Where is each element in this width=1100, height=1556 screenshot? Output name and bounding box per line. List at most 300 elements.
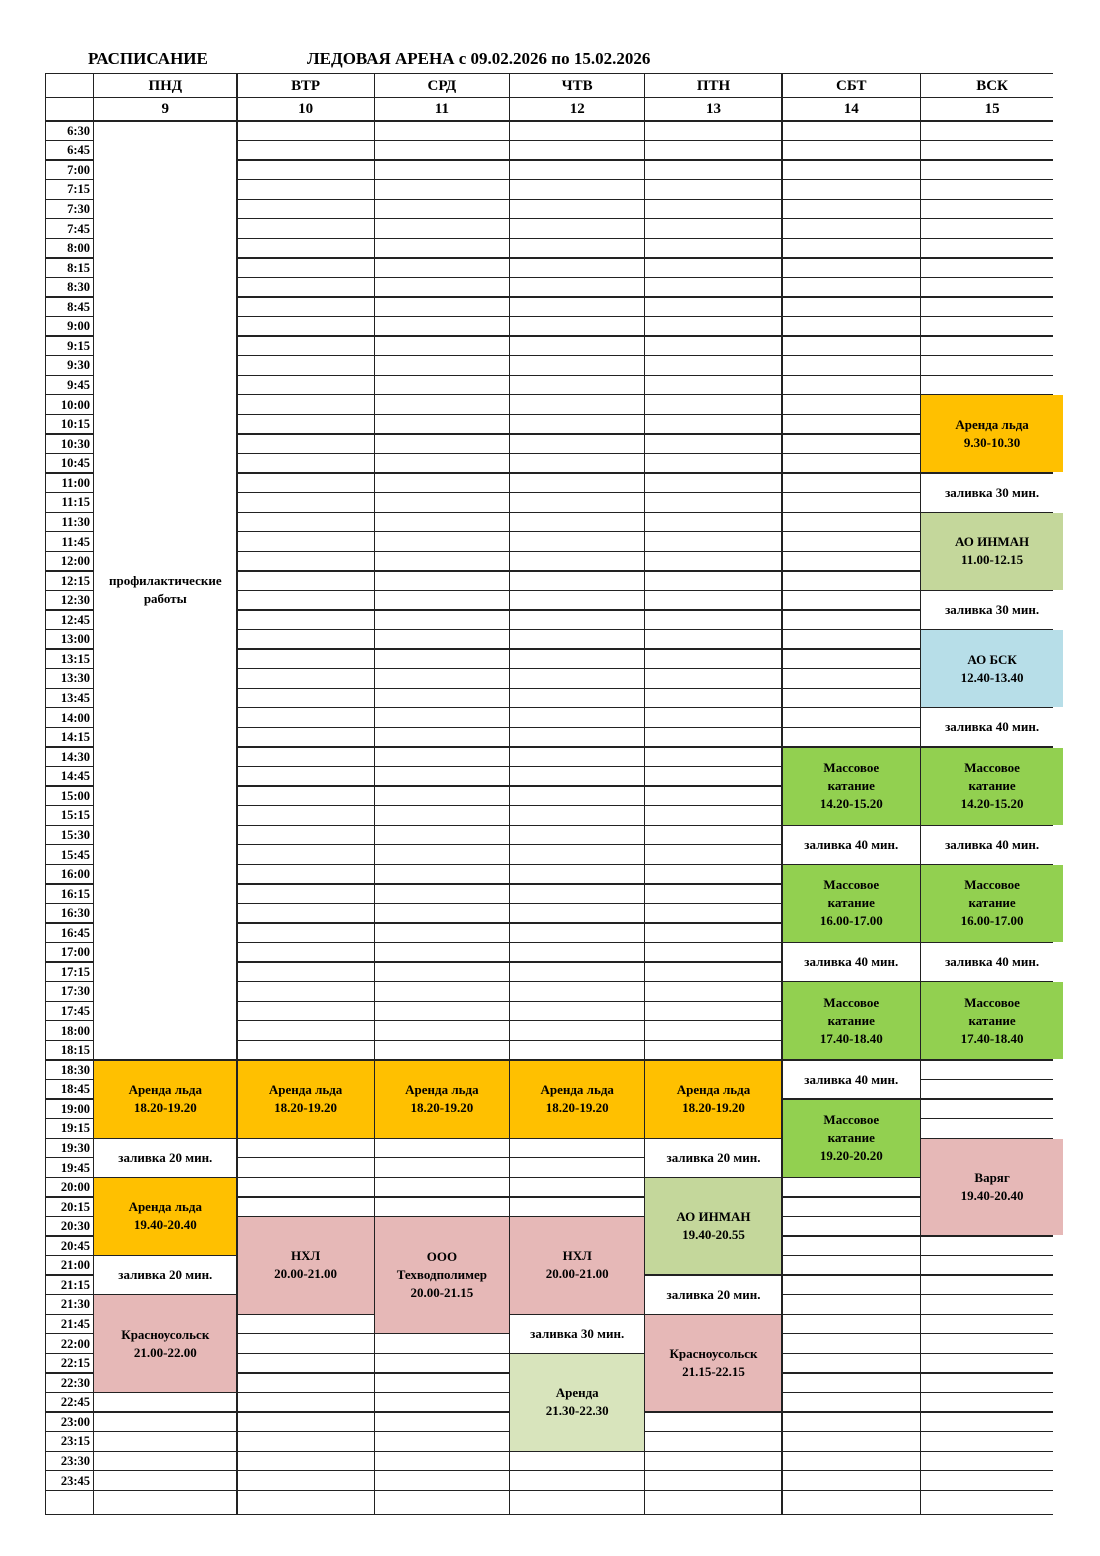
empty-slot[interactable] [375,826,509,844]
empty-slot[interactable] [783,219,920,237]
empty-slot[interactable] [783,337,920,355]
empty-slot[interactable] [783,317,920,335]
empty-slot[interactable] [783,532,920,550]
empty-slot[interactable] [375,1041,509,1059]
empty-slot[interactable] [510,767,644,785]
empty-slot[interactable] [238,532,374,550]
empty-slot[interactable] [375,1452,509,1470]
empty-slot[interactable] [783,415,920,433]
schedule-event[interactable] [783,1061,920,1099]
empty-slot[interactable] [375,493,509,511]
empty-slot[interactable] [375,454,509,472]
empty-slot[interactable] [645,1041,781,1059]
empty-slot[interactable] [645,532,781,550]
empty-slot[interactable] [783,356,920,374]
empty-slot[interactable] [375,572,509,590]
empty-slot[interactable] [94,1393,236,1411]
empty-slot[interactable] [783,454,920,472]
empty-slot[interactable] [238,963,374,981]
empty-slot[interactable] [238,708,374,726]
empty-slot[interactable] [238,689,374,707]
empty-slot[interactable] [238,219,374,237]
empty-slot[interactable] [645,200,781,218]
empty-slot[interactable] [921,219,1063,237]
empty-slot[interactable] [375,259,509,277]
empty-slot[interactable] [375,532,509,550]
empty-slot[interactable] [375,180,509,198]
empty-slot[interactable] [238,904,374,922]
empty-slot[interactable] [375,865,509,883]
empty-slot[interactable] [921,1471,1063,1489]
empty-slot[interactable] [238,1139,374,1157]
empty-slot[interactable] [238,1354,374,1372]
empty-slot[interactable] [645,161,781,179]
empty-slot[interactable] [375,669,509,687]
empty-slot[interactable] [645,845,781,863]
empty-slot[interactable] [375,317,509,335]
empty-slot[interactable] [783,122,920,140]
empty-slot[interactable] [510,1139,644,1157]
empty-slot[interactable] [375,474,509,492]
empty-slot[interactable] [510,591,644,609]
empty-slot[interactable] [921,122,1063,140]
schedule-event[interactable] [783,826,920,864]
empty-slot[interactable] [510,317,644,335]
schedule-event[interactable] [375,1061,509,1138]
empty-slot[interactable] [375,708,509,726]
empty-slot[interactable] [783,708,920,726]
schedule-event[interactable] [94,1256,236,1294]
empty-slot[interactable] [783,259,920,277]
empty-slot[interactable] [783,728,920,746]
empty-slot[interactable] [510,630,644,648]
empty-slot[interactable] [375,611,509,629]
empty-slot[interactable] [645,259,781,277]
empty-slot[interactable] [510,708,644,726]
empty-slot[interactable] [238,1374,374,1392]
empty-slot[interactable] [238,552,374,570]
empty-slot[interactable] [783,669,920,687]
empty-slot[interactable] [645,141,781,159]
empty-slot[interactable] [645,337,781,355]
empty-slot[interactable] [238,924,374,942]
empty-slot[interactable] [645,904,781,922]
empty-slot[interactable] [238,513,374,531]
empty-slot[interactable] [375,1139,509,1157]
empty-slot[interactable] [921,259,1063,277]
empty-slot[interactable] [238,239,374,257]
empty-slot[interactable] [921,1237,1063,1255]
empty-slot[interactable] [645,376,781,394]
empty-slot[interactable] [645,278,781,296]
empty-slot[interactable] [921,1315,1063,1333]
schedule-event[interactable] [645,1139,781,1177]
empty-slot[interactable] [645,180,781,198]
schedule-event[interactable] [783,748,920,825]
empty-slot[interactable] [510,180,644,198]
empty-slot[interactable] [238,669,374,687]
empty-slot[interactable] [238,865,374,883]
empty-slot[interactable] [921,1295,1063,1313]
empty-slot[interactable] [783,552,920,570]
empty-slot[interactable] [510,689,644,707]
empty-slot[interactable] [645,650,781,668]
empty-slot[interactable] [921,141,1063,159]
empty-slot[interactable] [783,1276,920,1294]
empty-slot[interactable] [510,415,644,433]
empty-slot[interactable] [375,1158,509,1176]
empty-slot[interactable] [238,1413,374,1431]
schedule-event[interactable] [783,943,920,981]
schedule-event[interactable] [921,826,1063,864]
empty-slot[interactable] [375,943,509,961]
empty-slot[interactable] [510,924,644,942]
empty-slot[interactable] [94,1452,236,1470]
empty-slot[interactable] [238,298,374,316]
empty-slot[interactable] [375,1002,509,1020]
schedule-event[interactable] [921,591,1063,629]
empty-slot[interactable] [375,1471,509,1489]
empty-slot[interactable] [783,572,920,590]
empty-slot[interactable] [783,435,920,453]
empty-slot[interactable] [238,1471,374,1489]
empty-slot[interactable] [510,474,644,492]
empty-slot[interactable] [783,1237,920,1255]
empty-slot[interactable] [783,298,920,316]
empty-slot[interactable] [510,669,644,687]
empty-slot[interactable] [645,239,781,257]
empty-slot[interactable] [510,1198,644,1216]
empty-slot[interactable] [921,1393,1063,1411]
empty-slot[interactable] [375,239,509,257]
empty-slot[interactable] [645,982,781,1000]
empty-slot[interactable] [921,1276,1063,1294]
empty-slot[interactable] [375,924,509,942]
schedule-event[interactable] [921,708,1063,746]
empty-slot[interactable] [783,161,920,179]
schedule-event[interactable] [510,1217,644,1314]
empty-slot[interactable] [375,1334,509,1352]
empty-slot[interactable] [238,122,374,140]
empty-slot[interactable] [238,630,374,648]
schedule-event[interactable] [921,865,1063,942]
empty-slot[interactable] [783,1452,920,1470]
schedule-event[interactable] [783,1100,920,1177]
empty-slot[interactable] [510,337,644,355]
empty-slot[interactable] [645,1021,781,1039]
empty-slot[interactable] [510,1158,644,1176]
empty-slot[interactable] [645,963,781,981]
empty-slot[interactable] [238,650,374,668]
empty-slot[interactable] [510,219,644,237]
empty-slot[interactable] [375,122,509,140]
empty-slot[interactable] [375,1432,509,1450]
schedule-event[interactable] [510,1354,644,1451]
schedule-event[interactable] [238,1217,374,1314]
empty-slot[interactable] [375,376,509,394]
empty-slot[interactable] [238,845,374,863]
empty-slot[interactable] [645,552,781,570]
empty-slot[interactable] [645,924,781,942]
empty-slot[interactable] [375,513,509,531]
empty-slot[interactable] [783,1295,920,1313]
empty-slot[interactable] [510,904,644,922]
empty-slot[interactable] [94,1471,236,1489]
schedule-event[interactable] [645,1061,781,1138]
empty-slot[interactable] [921,337,1063,355]
empty-slot[interactable] [238,415,374,433]
empty-slot[interactable] [921,1119,1063,1137]
empty-slot[interactable] [510,845,644,863]
empty-slot[interactable] [921,1452,1063,1470]
empty-slot[interactable] [238,278,374,296]
empty-slot[interactable] [645,787,781,805]
empty-slot[interactable] [510,650,644,668]
empty-slot[interactable] [375,1021,509,1039]
empty-slot[interactable] [375,552,509,570]
empty-slot[interactable] [510,298,644,316]
schedule-event[interactable] [783,865,920,942]
empty-slot[interactable] [510,1471,644,1489]
empty-slot[interactable] [921,200,1063,218]
empty-slot[interactable] [783,1315,920,1333]
empty-slot[interactable] [645,748,781,766]
empty-slot[interactable] [375,806,509,824]
empty-slot[interactable] [783,611,920,629]
schedule-event[interactable] [921,630,1063,707]
empty-slot[interactable] [375,748,509,766]
empty-slot[interactable] [645,435,781,453]
empty-slot[interactable] [645,689,781,707]
empty-slot[interactable] [238,376,374,394]
schedule-event[interactable] [921,1139,1063,1236]
empty-slot[interactable] [510,395,644,413]
empty-slot[interactable] [238,200,374,218]
empty-slot[interactable] [645,865,781,883]
schedule-event[interactable] [510,1315,644,1353]
empty-slot[interactable] [375,161,509,179]
empty-slot[interactable] [645,572,781,590]
empty-slot[interactable] [645,219,781,237]
empty-slot[interactable] [375,1178,509,1196]
empty-slot[interactable] [375,435,509,453]
empty-slot[interactable] [645,591,781,609]
empty-slot[interactable] [375,787,509,805]
empty-slot[interactable] [645,885,781,903]
schedule-event[interactable] [94,1061,236,1138]
schedule-event[interactable] [510,1061,644,1138]
empty-slot[interactable] [375,1413,509,1431]
empty-slot[interactable] [645,669,781,687]
empty-slot[interactable] [510,865,644,883]
empty-slot[interactable] [783,1471,920,1489]
empty-slot[interactable] [783,493,920,511]
empty-slot[interactable] [238,259,374,277]
empty-slot[interactable] [238,982,374,1000]
schedule-event[interactable] [921,982,1063,1059]
empty-slot[interactable] [238,1041,374,1059]
empty-slot[interactable] [375,1393,509,1411]
empty-slot[interactable] [921,1100,1063,1118]
empty-slot[interactable] [921,298,1063,316]
empty-slot[interactable] [238,141,374,159]
schedule-event[interactable] [238,1061,374,1138]
empty-slot[interactable] [238,435,374,453]
empty-slot[interactable] [921,376,1063,394]
empty-slot[interactable] [94,1413,236,1431]
empty-slot[interactable] [645,943,781,961]
empty-slot[interactable] [375,650,509,668]
empty-slot[interactable] [510,141,644,159]
schedule-event[interactable] [94,122,236,1060]
empty-slot[interactable] [645,826,781,844]
empty-slot[interactable] [238,943,374,961]
empty-slot[interactable] [645,474,781,492]
empty-slot[interactable] [783,395,920,413]
empty-slot[interactable] [510,1021,644,1039]
empty-slot[interactable] [783,1178,920,1196]
empty-slot[interactable] [510,982,644,1000]
empty-slot[interactable] [238,1315,374,1333]
empty-slot[interactable] [645,454,781,472]
empty-slot[interactable] [783,200,920,218]
empty-slot[interactable] [783,591,920,609]
empty-slot[interactable] [238,1002,374,1020]
empty-slot[interactable] [510,885,644,903]
empty-slot[interactable] [645,708,781,726]
empty-slot[interactable] [238,1198,374,1216]
empty-slot[interactable] [375,200,509,218]
empty-slot[interactable] [375,767,509,785]
empty-slot[interactable] [375,591,509,609]
empty-slot[interactable] [783,1217,920,1235]
empty-slot[interactable] [238,1432,374,1450]
empty-slot[interactable] [783,141,920,159]
empty-slot[interactable] [645,1002,781,1020]
empty-slot[interactable] [238,180,374,198]
empty-slot[interactable] [645,1432,781,1450]
empty-slot[interactable] [510,513,644,531]
empty-slot[interactable] [238,493,374,511]
empty-slot[interactable] [238,767,374,785]
empty-slot[interactable] [510,239,644,257]
schedule-event[interactable] [921,513,1063,590]
empty-slot[interactable] [238,317,374,335]
schedule-event[interactable] [94,1295,236,1392]
empty-slot[interactable] [921,278,1063,296]
empty-slot[interactable] [238,1452,374,1470]
schedule-event[interactable] [645,1178,781,1275]
empty-slot[interactable] [375,963,509,981]
empty-slot[interactable] [510,376,644,394]
empty-slot[interactable] [238,885,374,903]
empty-slot[interactable] [375,337,509,355]
empty-slot[interactable] [783,1334,920,1352]
empty-slot[interactable] [783,376,920,394]
empty-slot[interactable] [921,1334,1063,1352]
schedule-event[interactable] [645,1276,781,1314]
empty-slot[interactable] [645,317,781,335]
empty-slot[interactable] [510,1452,644,1470]
empty-slot[interactable] [510,200,644,218]
empty-slot[interactable] [238,1021,374,1039]
empty-slot[interactable] [510,435,644,453]
empty-slot[interactable] [510,963,644,981]
empty-slot[interactable] [238,395,374,413]
empty-slot[interactable] [375,219,509,237]
empty-slot[interactable] [238,474,374,492]
empty-slot[interactable] [375,141,509,159]
empty-slot[interactable] [510,493,644,511]
empty-slot[interactable] [238,454,374,472]
schedule-event[interactable] [783,982,920,1059]
empty-slot[interactable] [783,689,920,707]
empty-slot[interactable] [510,806,644,824]
schedule-event[interactable] [375,1217,509,1333]
empty-slot[interactable] [375,982,509,1000]
empty-slot[interactable] [921,1413,1063,1431]
empty-slot[interactable] [921,317,1063,335]
empty-slot[interactable] [645,298,781,316]
empty-slot[interactable] [645,806,781,824]
empty-slot[interactable] [783,513,920,531]
empty-slot[interactable] [375,415,509,433]
empty-slot[interactable] [645,630,781,648]
empty-slot[interactable] [375,356,509,374]
empty-slot[interactable] [783,630,920,648]
empty-slot[interactable] [783,1432,920,1450]
empty-slot[interactable] [238,748,374,766]
empty-slot[interactable] [510,532,644,550]
empty-slot[interactable] [645,611,781,629]
empty-slot[interactable] [375,1354,509,1372]
empty-slot[interactable] [238,787,374,805]
empty-slot[interactable] [645,356,781,374]
empty-slot[interactable] [510,356,644,374]
empty-slot[interactable] [921,161,1063,179]
empty-slot[interactable] [645,1471,781,1489]
empty-slot[interactable] [375,278,509,296]
empty-slot[interactable] [510,278,644,296]
empty-slot[interactable] [375,728,509,746]
empty-slot[interactable] [238,572,374,590]
empty-slot[interactable] [783,1393,920,1411]
empty-slot[interactable] [238,611,374,629]
empty-slot[interactable] [238,826,374,844]
empty-slot[interactable] [238,356,374,374]
schedule-event[interactable] [94,1178,236,1255]
empty-slot[interactable] [783,239,920,257]
empty-slot[interactable] [921,1080,1063,1098]
empty-slot[interactable] [510,572,644,590]
empty-slot[interactable] [510,943,644,961]
empty-slot[interactable] [375,395,509,413]
empty-slot[interactable] [375,689,509,707]
empty-slot[interactable] [783,1198,920,1216]
empty-slot[interactable] [238,591,374,609]
empty-slot[interactable] [921,180,1063,198]
empty-slot[interactable] [238,1158,374,1176]
empty-slot[interactable] [375,1374,509,1392]
empty-slot[interactable] [238,337,374,355]
empty-slot[interactable] [238,728,374,746]
empty-slot[interactable] [510,161,644,179]
empty-slot[interactable] [375,885,509,903]
empty-slot[interactable] [645,122,781,140]
empty-slot[interactable] [510,728,644,746]
empty-slot[interactable] [921,1061,1063,1079]
empty-slot[interactable] [645,415,781,433]
